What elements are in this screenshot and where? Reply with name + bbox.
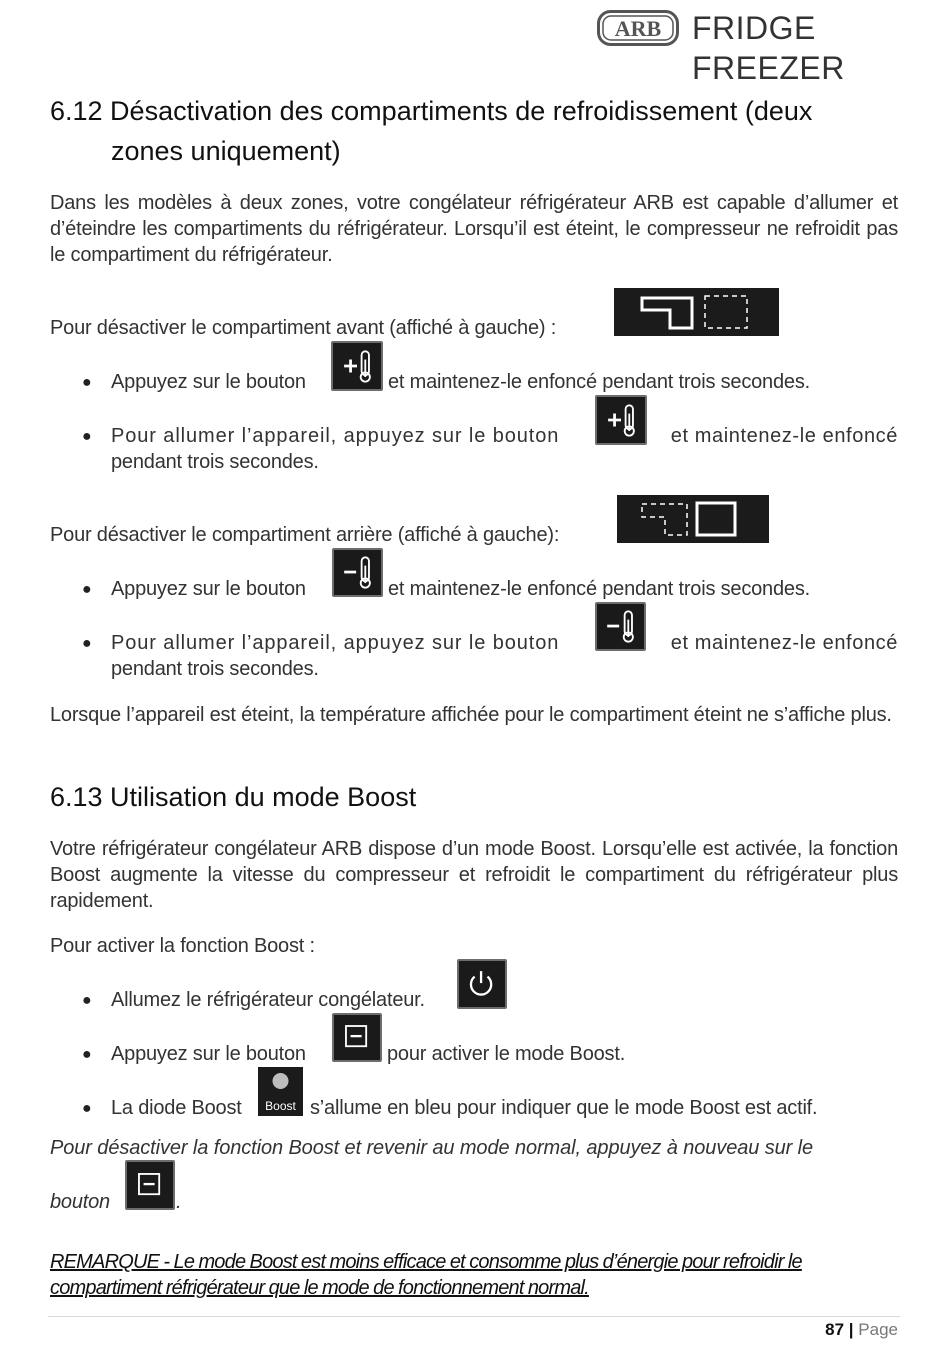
boost-remark: REMARQUE - Le mode Boost est moins efficace et consomme plus d’énergie pour refroidir le compartiment réfrigérateur que le mode de fonctionnement normal. [50, 1251, 802, 1299]
footer-divider [48, 1316, 900, 1317]
boost-step3-text-before: La diode Boost [111, 1097, 242, 1119]
boost-step3-text-after: s’allume en bleu pour indiquer que le mode Boost est actif. [310, 1097, 818, 1119]
boost-button-icon [125, 1160, 175, 1210]
header-logo [597, 10, 679, 46]
boost-step2-text-after: pour activer le mode Boost. [387, 1043, 626, 1065]
bullet: ● [82, 428, 92, 445]
rear-step2-text-before: Pour allumer l’appareil, appuyez sur le bouton [111, 632, 560, 654]
plus-thermometer-icon [331, 341, 383, 391]
arb-logo-icon [597, 10, 679, 46]
rear-step1-text-after: et maintenez-le enfoncé pendant trois secondes. [388, 578, 810, 600]
intro-paragraph-613: Votre réfrigérateur congélateur ARB dispose d’un mode Boost. Lorsqu’elle est activée, la fonction Boost augmente la vitesse du compresseur et refroidit le compartiment du réfrigérateur plus rapidement. [50, 838, 898, 912]
bullet: ● [82, 374, 92, 391]
rear-step2-text-after: et maintenez-le enfoncé [670, 632, 898, 654]
page-label: Page [858, 1320, 898, 1339]
boost-deactivate-period: . [176, 1191, 182, 1213]
minus-thermometer-icon [332, 548, 383, 597]
boost-activate-label: Pour activer la fonction Boost : [50, 935, 315, 957]
bullet: ● [82, 992, 92, 1009]
rear-compartment-label: Pour désactiver le compartiment arrière (affiché à gauche): [50, 524, 560, 546]
compartment-off-note: Lorsque l’appareil est éteint, la température affichée pour le compartiment éteint ne s’affiche plus. [50, 704, 892, 726]
minus-thermometer-icon [595, 602, 646, 651]
front-step1-text-after: et maintenez-le enfoncé pendant trois secondes. [388, 371, 810, 393]
front-compartment-label: Pour désactiver le compartiment avant (affiché à gauche) : [50, 317, 557, 339]
plus-thermometer-icon [595, 395, 647, 445]
footer-page [825, 1320, 898, 1340]
section-heading-612-line1: 6.12 Désactivation des compartiments de refroidissement (deux [50, 96, 813, 126]
bullet: ● [82, 581, 92, 598]
intro-paragraph-612: Dans les modèles à deux zones, votre congélateur réfrigérateur ARB est capable d’allumer et d’éteindre les compartiments du réfrigérateur. Lorsqu’il est éteint, le compresseur ne refroidit pas le compartiment du réfrigérateur. [50, 192, 898, 266]
lcd-rear-off-icon [617, 495, 769, 543]
rear-step2-text-line2: pendant trois secondes. [111, 658, 319, 680]
page-separator: | [848, 1320, 854, 1339]
power-icon [457, 959, 507, 1009]
logo-text: ARB [614, 16, 662, 41]
front-step2-text-after: et maintenez-le enfoncé [670, 425, 898, 447]
boost-led-icon [258, 1067, 303, 1116]
boost-button-icon [332, 1013, 382, 1062]
front-step1-text-before: Appuyez sur le bouton [111, 371, 306, 393]
boost-step2-text-before: Appuyez sur le bouton [111, 1043, 306, 1065]
boost-deactivate-line2: bouton [50, 1191, 110, 1213]
boost-step1-text: Allumez le réfrigérateur congélateur. [111, 989, 425, 1011]
rear-step1-text-before: Appuyez sur le bouton [111, 578, 306, 600]
page-number: 87 [825, 1320, 845, 1339]
front-step2-text-before: Pour allumer l’appareil, appuyez sur le bouton [111, 425, 560, 447]
section-heading-613: 6.13 Utilisation du mode Boost [50, 782, 417, 812]
boost-deactivate-line1: Pour désactiver la fonction Boost et revenir au mode normal, appuyez à nouveau sur le [50, 1137, 814, 1159]
bullet: ● [82, 1100, 92, 1117]
header-title: FRIDGE FREEZER [692, 10, 845, 86]
bullet: ● [82, 1046, 92, 1063]
lcd-front-off-icon [614, 288, 779, 336]
boost-led-label: Boost [265, 1099, 296, 1113]
bullet: ● [82, 635, 92, 652]
section-heading-612-line2: zones uniquement) [111, 136, 341, 166]
front-step2-text-line2: pendant trois secondes. [111, 451, 319, 473]
